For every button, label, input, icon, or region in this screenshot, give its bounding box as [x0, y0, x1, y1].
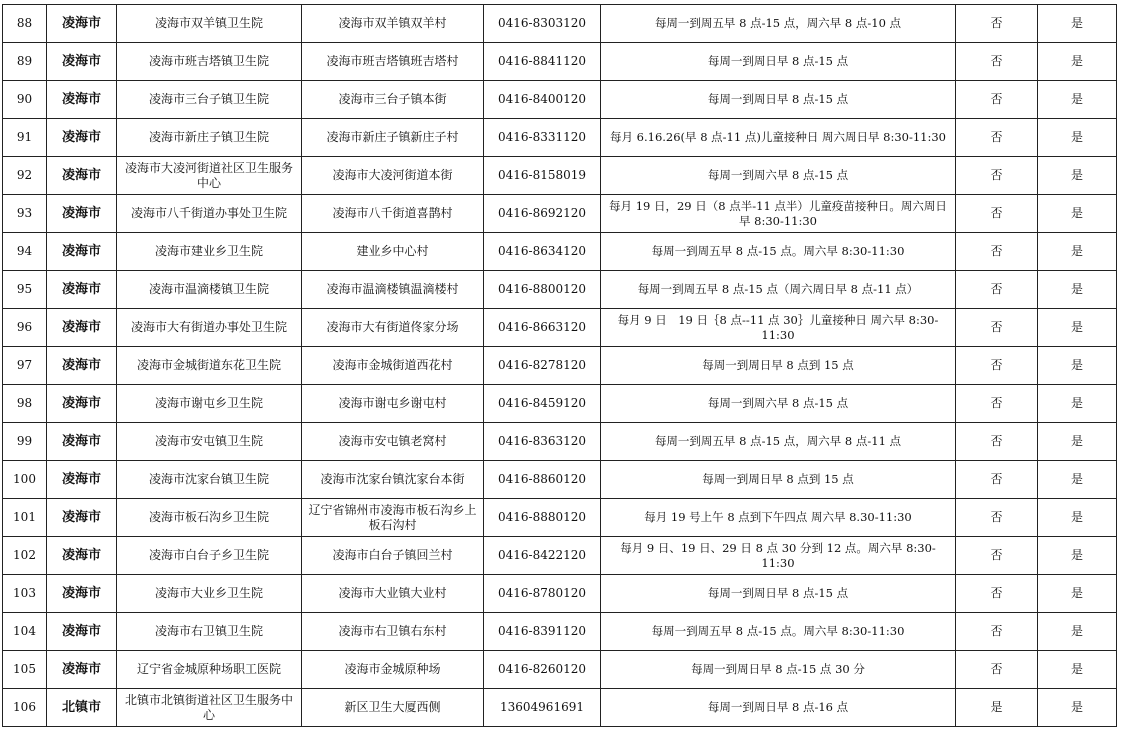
flag-column-1-cell: 否 — [956, 461, 1038, 499]
row-number-cell: 95 — [3, 271, 47, 309]
address-cell: 凌海市谢屯乡谢屯村 — [302, 385, 484, 423]
phone-cell: 0416-8780120 — [484, 575, 601, 613]
service-hours-cell: 每月 6.16.26(早 8 点-11 点)儿童接种日 周六周日早 8:30-11:30 — [601, 119, 956, 157]
row-number-cell: 90 — [3, 81, 47, 119]
flag-column-2-cell: 是 — [1038, 651, 1117, 689]
flag-column-1-cell: 否 — [956, 575, 1038, 613]
city-cell: 凌海市 — [47, 385, 117, 423]
row-number-cell: 102 — [3, 537, 47, 575]
hospital-name-cell: 凌海市安屯镇卫生院 — [117, 423, 302, 461]
flag-column-2-cell: 是 — [1038, 271, 1117, 309]
flag-column-2-cell: 是 — [1038, 385, 1117, 423]
table-row — [3, 195, 1117, 233]
address-cell: 凌海市金城街道西花村 — [302, 347, 484, 385]
table-row — [3, 81, 1117, 119]
service-hours-cell: 每周一到周五早 8 点-15 点，周六早 8 点-11 点 — [601, 423, 956, 461]
flag-column-1-cell: 是 — [956, 689, 1038, 727]
service-hours-cell: 每周一到周五早 8 点-15 点。周六早 8:30-11:30 — [601, 233, 956, 271]
city-cell: 凌海市 — [47, 613, 117, 651]
address-cell: 凌海市双羊镇双羊村 — [302, 5, 484, 43]
flag-column-2-cell: 是 — [1038, 157, 1117, 195]
flag-column-1-cell: 否 — [956, 233, 1038, 271]
table-body — [3, 5, 1117, 727]
city-cell: 凌海市 — [47, 651, 117, 689]
flag-column-1-cell: 否 — [956, 499, 1038, 537]
flag-column-2-cell: 是 — [1038, 5, 1117, 43]
table-row — [3, 5, 1117, 43]
service-hours-cell: 每周一到周五早 8 点-15 点，周六早 8 点-10 点 — [601, 5, 956, 43]
hospital-name-cell: 凌海市金城街道东花卫生院 — [117, 347, 302, 385]
phone-cell: 0416-8663120 — [484, 309, 601, 347]
service-hours-cell: 每月 9 日、19 日、29 日 8 点 30 分到 12 点。周六早 8:30-11:30 — [601, 537, 956, 575]
phone-cell: 0416-8800120 — [484, 271, 601, 309]
table-row — [3, 423, 1117, 461]
city-cell: 凌海市 — [47, 195, 117, 233]
row-number-cell: 100 — [3, 461, 47, 499]
address-cell: 凌海市大业镇大业村 — [302, 575, 484, 613]
hospital-name-cell: 凌海市右卫镇卫生院 — [117, 613, 302, 651]
city-cell: 凌海市 — [47, 499, 117, 537]
phone-cell: 13604961691 — [484, 689, 601, 727]
flag-column-2-cell: 是 — [1038, 575, 1117, 613]
phone-cell: 0416-8400120 — [484, 81, 601, 119]
flag-column-1-cell: 否 — [956, 537, 1038, 575]
address-cell: 凌海市班吉塔镇班吉塔村 — [302, 43, 484, 81]
row-number-cell: 98 — [3, 385, 47, 423]
table-row — [3, 271, 1117, 309]
row-number-cell: 92 — [3, 157, 47, 195]
address-cell: 凌海市右卫镇右东村 — [302, 613, 484, 651]
flag-column-1-cell: 否 — [956, 195, 1038, 233]
service-hours-cell: 每周一到周五早 8 点-15 点（周六周日早 8 点-11 点） — [601, 271, 956, 309]
flag-column-2-cell: 是 — [1038, 81, 1117, 119]
flag-column-2-cell: 是 — [1038, 499, 1117, 537]
row-number-cell: 91 — [3, 119, 47, 157]
phone-cell: 0416-8260120 — [484, 651, 601, 689]
service-hours-cell: 每月 9 日 19 日｛8 点--11 点 30｝儿童接种日 周六早 8:30-11:30 — [601, 309, 956, 347]
flag-column-2-cell: 是 — [1038, 537, 1117, 575]
service-hours-cell: 每周一到周五早 8 点-15 点。周六早 8:30-11:30 — [601, 613, 956, 651]
city-cell: 北镇市 — [47, 689, 117, 727]
hospital-name-cell: 凌海市谢屯乡卫生院 — [117, 385, 302, 423]
flag-column-1-cell: 否 — [956, 119, 1038, 157]
row-number-cell: 105 — [3, 651, 47, 689]
hospital-name-cell: 凌海市板石沟乡卫生院 — [117, 499, 302, 537]
phone-cell: 0416-8391120 — [484, 613, 601, 651]
city-cell: 凌海市 — [47, 461, 117, 499]
flag-column-1-cell: 否 — [956, 651, 1038, 689]
address-cell: 凌海市金城原种场 — [302, 651, 484, 689]
flag-column-2-cell: 是 — [1038, 423, 1117, 461]
hospital-name-cell: 凌海市大业乡卫生院 — [117, 575, 302, 613]
address-cell: 凌海市新庄子镇新庄子村 — [302, 119, 484, 157]
phone-cell: 0416-8880120 — [484, 499, 601, 537]
flag-column-1-cell: 否 — [956, 271, 1038, 309]
service-hours-cell: 每周一到周日早 8 点-15 点 — [601, 43, 956, 81]
table-row — [3, 43, 1117, 81]
hospital-name-cell: 凌海市温滴楼镇卫生院 — [117, 271, 302, 309]
table-row — [3, 461, 1117, 499]
flag-column-1-cell: 否 — [956, 157, 1038, 195]
city-cell: 凌海市 — [47, 233, 117, 271]
address-cell: 凌海市沈家台镇沈家台本街 — [302, 461, 484, 499]
table-row — [3, 689, 1117, 727]
address-cell: 新区卫生大厦西侧 — [302, 689, 484, 727]
hospital-name-cell: 凌海市双羊镇卫生院 — [117, 5, 302, 43]
phone-cell: 0416-8278120 — [484, 347, 601, 385]
flag-column-2-cell: 是 — [1038, 613, 1117, 651]
table-row — [3, 575, 1117, 613]
flag-column-1-cell: 否 — [956, 43, 1038, 81]
city-cell: 凌海市 — [47, 81, 117, 119]
city-cell: 凌海市 — [47, 43, 117, 81]
vaccination-site-table — [2, 4, 1117, 727]
flag-column-2-cell: 是 — [1038, 119, 1117, 157]
city-cell: 凌海市 — [47, 119, 117, 157]
city-cell: 凌海市 — [47, 157, 117, 195]
address-cell: 辽宁省锦州市凌海市板石沟乡上板石沟村 — [302, 499, 484, 537]
city-cell: 凌海市 — [47, 271, 117, 309]
row-number-cell: 106 — [3, 689, 47, 727]
phone-cell: 0416-8841120 — [484, 43, 601, 81]
service-hours-cell: 每月 19 日，29 日（8 点半-11 点半）儿童疫苗接种日。周六周日早 8:30-11:30 — [601, 195, 956, 233]
table-row — [3, 537, 1117, 575]
address-cell: 凌海市安屯镇老窝村 — [302, 423, 484, 461]
row-number-cell: 99 — [3, 423, 47, 461]
service-hours-cell: 每周一到周日早 8 点-15 点 30 分 — [601, 651, 956, 689]
hospital-name-cell: 凌海市新庄子镇卫生院 — [117, 119, 302, 157]
hospital-name-cell: 凌海市沈家台镇卫生院 — [117, 461, 302, 499]
flag-column-1-cell: 否 — [956, 423, 1038, 461]
table-row — [3, 157, 1117, 195]
flag-column-2-cell: 是 — [1038, 233, 1117, 271]
flag-column-2-cell: 是 — [1038, 195, 1117, 233]
hospital-name-cell: 辽宁省金城原种场职工医院 — [117, 651, 302, 689]
table-row — [3, 347, 1117, 385]
hospital-name-cell: 凌海市建业乡卫生院 — [117, 233, 302, 271]
phone-cell: 0416-8422120 — [484, 537, 601, 575]
phone-cell: 0416-8634120 — [484, 233, 601, 271]
flag-column-1-cell: 否 — [956, 309, 1038, 347]
table-row — [3, 309, 1117, 347]
table-row — [3, 499, 1117, 537]
service-hours-cell: 每月 19 号上午 8 点到下午四点 周六早 8.30-11:30 — [601, 499, 956, 537]
city-cell: 凌海市 — [47, 423, 117, 461]
service-hours-cell: 每周一到周六早 8 点-15 点 — [601, 385, 956, 423]
phone-cell: 0416-8860120 — [484, 461, 601, 499]
city-cell: 凌海市 — [47, 5, 117, 43]
service-hours-cell: 每周一到周日早 8 点-15 点 — [601, 81, 956, 119]
row-number-cell: 93 — [3, 195, 47, 233]
row-number-cell: 89 — [3, 43, 47, 81]
flag-column-2-cell: 是 — [1038, 461, 1117, 499]
table-row — [3, 651, 1117, 689]
hospital-name-cell: 凌海市大凌河街道社区卫生服务中心 — [117, 157, 302, 195]
row-number-cell: 88 — [3, 5, 47, 43]
service-hours-cell: 每周一到周日早 8 点-15 点 — [601, 575, 956, 613]
hospital-name-cell: 凌海市八千街道办事处卫生院 — [117, 195, 302, 233]
table-row — [3, 119, 1117, 157]
service-hours-cell: 每周一到周六早 8 点-15 点 — [601, 157, 956, 195]
hospital-name-cell: 北镇市北镇街道社区卫生服务中心 — [117, 689, 302, 727]
phone-cell: 0416-8158019 — [484, 157, 601, 195]
vaccination-site-table-page — [2, 4, 1117, 727]
service-hours-cell: 每周一到周日早 8 点-16 点 — [601, 689, 956, 727]
row-number-cell: 94 — [3, 233, 47, 271]
address-cell: 凌海市大有街道佟家分场 — [302, 309, 484, 347]
row-number-cell: 104 — [3, 613, 47, 651]
flag-column-2-cell: 是 — [1038, 43, 1117, 81]
hospital-name-cell: 凌海市大有街道办事处卫生院 — [117, 309, 302, 347]
flag-column-1-cell: 否 — [956, 613, 1038, 651]
hospital-name-cell: 凌海市白台子乡卫生院 — [117, 537, 302, 575]
flag-column-1-cell: 否 — [956, 347, 1038, 385]
flag-column-2-cell: 是 — [1038, 689, 1117, 727]
service-hours-cell: 每周一到周日早 8 点到 15 点 — [601, 461, 956, 499]
table-row — [3, 233, 1117, 271]
service-hours-cell: 每周一到周日早 8 点到 15 点 — [601, 347, 956, 385]
row-number-cell: 103 — [3, 575, 47, 613]
flag-column-1-cell: 否 — [956, 5, 1038, 43]
address-cell: 凌海市八千街道喜鹊村 — [302, 195, 484, 233]
flag-column-1-cell: 否 — [956, 385, 1038, 423]
phone-cell: 0416-8303120 — [484, 5, 601, 43]
hospital-name-cell: 凌海市三台子镇卫生院 — [117, 81, 302, 119]
address-cell: 凌海市三台子镇本街 — [302, 81, 484, 119]
city-cell: 凌海市 — [47, 309, 117, 347]
table-row — [3, 613, 1117, 651]
flag-column-2-cell: 是 — [1038, 347, 1117, 385]
hospital-name-cell: 凌海市班吉塔镇卫生院 — [117, 43, 302, 81]
flag-column-2-cell: 是 — [1038, 309, 1117, 347]
table-row — [3, 385, 1117, 423]
address-cell: 凌海市白台子镇回兰村 — [302, 537, 484, 575]
phone-cell: 0416-8331120 — [484, 119, 601, 157]
city-cell: 凌海市 — [47, 575, 117, 613]
city-cell: 凌海市 — [47, 347, 117, 385]
flag-column-1-cell: 否 — [956, 81, 1038, 119]
phone-cell: 0416-8459120 — [484, 385, 601, 423]
city-cell: 凌海市 — [47, 537, 117, 575]
phone-cell: 0416-8692120 — [484, 195, 601, 233]
address-cell: 凌海市温滴楼镇温滴楼村 — [302, 271, 484, 309]
phone-cell: 0416-8363120 — [484, 423, 601, 461]
address-cell: 建业乡中心村 — [302, 233, 484, 271]
row-number-cell: 97 — [3, 347, 47, 385]
address-cell: 凌海市大凌河街道本街 — [302, 157, 484, 195]
row-number-cell: 96 — [3, 309, 47, 347]
row-number-cell: 101 — [3, 499, 47, 537]
